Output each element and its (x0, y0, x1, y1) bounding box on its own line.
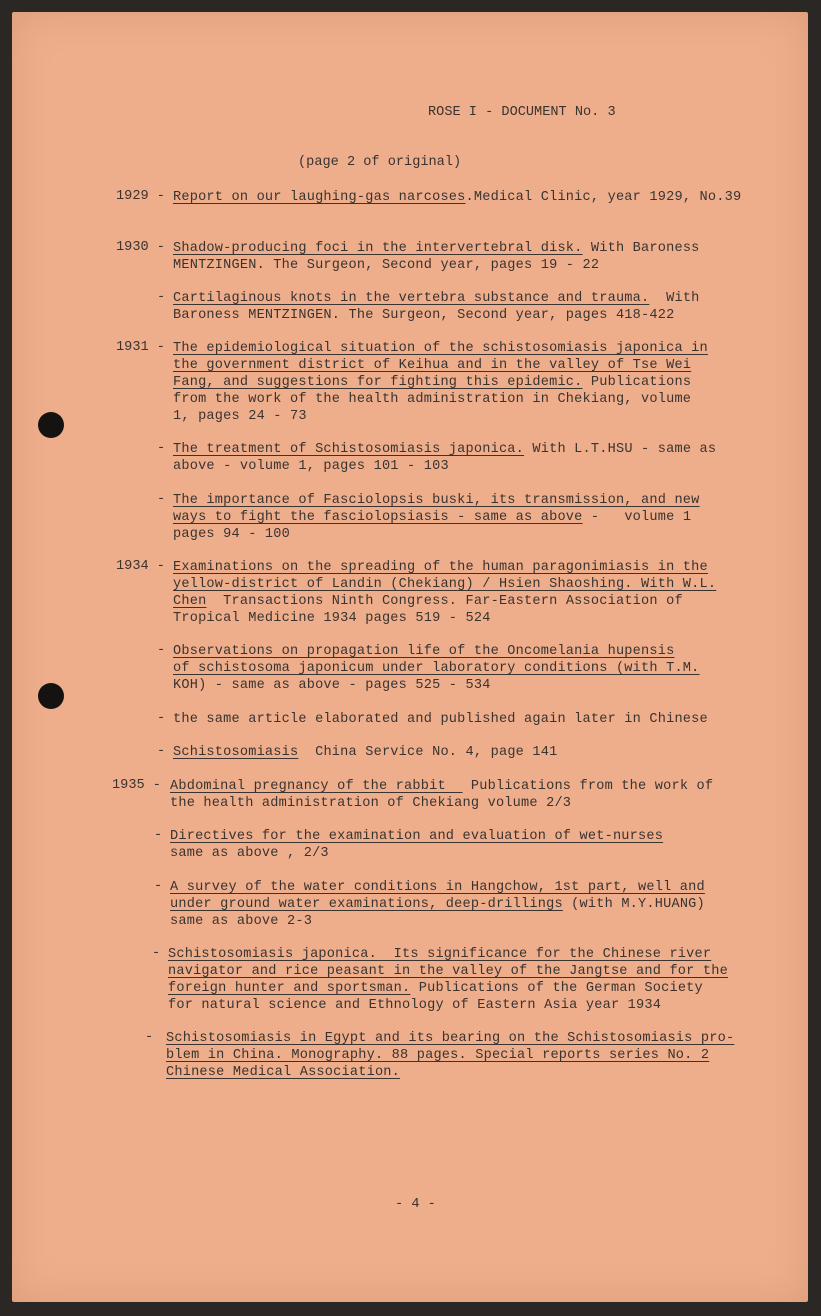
entry-dash: - (154, 879, 163, 894)
entry-line: Tropical Medicine 1934 pages 519 - 524 (173, 611, 491, 626)
document-header: ROSE I - DOCUMENT No. 3 (428, 105, 616, 120)
entry-line: Report on our laughing-gas narcoses.Medical Clinic, year 1929, No.39 (173, 190, 742, 205)
entry-line: Baroness MENTZINGEN. The Surgeon, Second year, pages 418-422 (173, 308, 675, 323)
entry-line: pages 94 - 100 (173, 527, 291, 542)
entry-title: foreign hunter and sportsman. (168, 981, 411, 996)
entry-year: 1934 - (116, 559, 165, 574)
entry-line: for natural science and Ethnology of Eastern Asia year 1934 (168, 998, 662, 1013)
entry-title: Chen (173, 594, 207, 609)
entry-line: Schistosomiasis in Egypt and its bearing on the Schistosomiasis pro- (166, 1031, 735, 1046)
entry-line: A survey of the water conditions in Hangchow, 1st part, well and (170, 880, 705, 895)
entry-line: blem in China. Monography. 88 pages. Special reports series No. 2 (166, 1048, 710, 1063)
entry-line: foreign hunter and sportsman. Publications of the German Society (168, 981, 703, 996)
entry-dash: - (157, 290, 166, 305)
entry-line: navigator and rice peasant in the valley of the Jangtse and for the (168, 964, 728, 979)
entry-line: above - volume 1, pages 101 - 103 (173, 459, 449, 474)
entry-line: Examinations on the spreading of the human paragonimiasis in the (173, 560, 708, 575)
entry-line: Cartilaginous knots in the vertebra substance and trauma. With (173, 291, 700, 306)
entry-title: Schistosomiasis japonica. Its significance for the Chinese river (168, 947, 712, 962)
entry-line: from the work of the health administration in Chekiang, volume (173, 392, 692, 407)
entry-line: the government district of Keihua and in the valley of Tse Wei (173, 358, 692, 373)
entry-line: under ground water examinations, deep-drillings (with M.Y.HUANG) (170, 897, 705, 912)
entry-dash: - (157, 492, 166, 507)
entry-line: the health administration of Chekiang volume 2/3 (170, 796, 572, 811)
entry-line: of schistosoma japonicum under laboratory conditions (with T.M. (173, 661, 700, 676)
entry-line: yellow-district of Landin (Chekiang) / Hsien Shaoshing. With W.L. (173, 577, 717, 592)
entry-line: KOH) - same as above - pages 525 - 534 (173, 678, 491, 693)
entry-year: 1935 - (112, 778, 161, 793)
entry-line: Chinese Medical Association. (166, 1065, 401, 1080)
entry-title: Shadow-producing foci in the intervertebral disk. (173, 241, 583, 256)
entry-line: the same article elaborated and published again later in Chinese (173, 712, 708, 727)
entry-title: The treatment of Schistosomiasis japonica. (173, 442, 525, 457)
entry-dash: - (157, 744, 166, 759)
entry-line: same as above 2-3 (170, 914, 313, 929)
entry-line: Observations on propagation life of the Oncomelania hupensis (173, 644, 675, 659)
entry-line (168, 946, 711, 963)
entry-dash: - (145, 1030, 154, 1045)
entry-line: The epidemiological situation of the schistosomiasis japonica in (173, 341, 708, 356)
entry-dash: - (157, 643, 166, 658)
entry-line: Schistosomiasis China Service No. 4, page 141 (173, 745, 558, 760)
entry-line: same as above , 2/3 (170, 846, 329, 861)
entry-year: 1931 - (116, 340, 165, 355)
entry-dash: - (157, 711, 166, 726)
entry-line: MENTZINGEN. The Surgeon, Second year, pages 19 - 22 (173, 258, 600, 273)
entry-line: Shadow-producing foci in the intervertebral disk. With Baroness (173, 241, 700, 256)
entry-line: Fang, and suggestions for fighting this epidemic. Publications (173, 375, 692, 390)
entry-title: Abdominal pregnancy of the rabbit (170, 779, 463, 794)
entry-line: ways to fight the fasciolopsiasis - same as above - volume 1 (173, 510, 692, 525)
entry-dash: - (152, 946, 161, 961)
entry-year: 1930 - (116, 240, 165, 255)
entry-dash: - (154, 828, 163, 843)
page-number: - 4 - (395, 1197, 436, 1212)
entry-title: Schistosomiasis (173, 745, 299, 760)
entry-title: Fang, and suggestions for fighting this epidemic. (173, 375, 583, 390)
entry-line: Directives for the examination and evaluation of wet-nurses (170, 829, 664, 844)
entry-dash: - (157, 441, 166, 456)
entry-line: The importance of Fasciolopsis buski, its transmission, and new (173, 493, 700, 508)
punch-hole (38, 412, 64, 438)
entry-title: ways to fight the fasciolopsiasis - same as above (173, 510, 583, 525)
entry-line: The treatment of Schistosomiasis japonica. With L.T.HSU - same as (173, 442, 717, 457)
entry-line: 1, pages 24 - 73 (173, 409, 307, 424)
entry-line: Abdominal pregnancy of the rabbit Publications from the work of (170, 779, 714, 794)
entry-line: Chen Transactions Ninth Congress. Far-Eastern Association of (173, 594, 683, 609)
punch-hole (38, 683, 64, 709)
entry-title: Report on our laughing-gas narcoses (173, 190, 466, 205)
entry-year: 1929 - (116, 189, 165, 204)
page-subheader: (page 2 of original) (298, 155, 462, 170)
entry-title: Cartilaginous knots in the vertebra substance and trauma. (173, 291, 650, 306)
entry-title: under ground water examinations, deep-drillings (170, 897, 563, 912)
